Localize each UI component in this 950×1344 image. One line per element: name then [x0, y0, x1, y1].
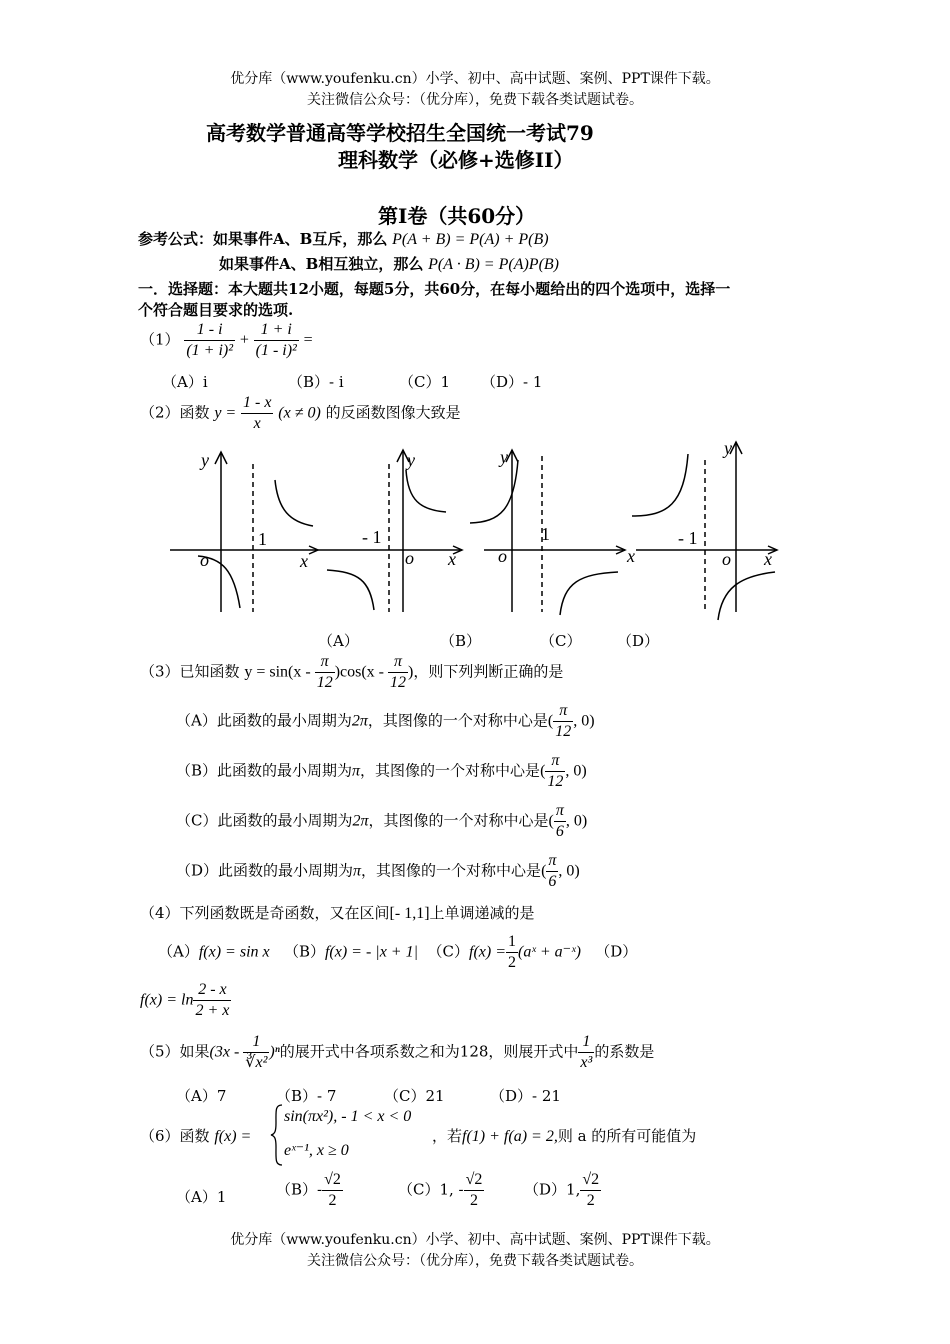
q5-expr-num: 1	[243, 1032, 269, 1053]
q2-condition: (x ≠ 0)	[278, 404, 321, 422]
q2-option-b: （B）	[440, 632, 482, 650]
q3-option-a	[176, 701, 595, 742]
graph-c-y-label: y	[500, 447, 508, 467]
q5-option-d: （D）- 21	[490, 1087, 561, 1105]
q3-d-period: π	[353, 862, 362, 880]
q3-a-period: 2π	[351, 712, 368, 730]
q1-f1-num: 1 - i	[184, 320, 235, 341]
q6-c-den: 2	[470, 1192, 479, 1209]
q3-c-prefix: （C）此函数的最小周期为	[176, 811, 353, 830]
q3-a-open: (	[547, 712, 554, 730]
q1-f1-den: (1 + i)²	[186, 342, 234, 359]
q6-c-frac	[464, 1170, 485, 1211]
question-3	[140, 652, 563, 693]
graph-b-x-label: x	[448, 549, 456, 569]
q4-options-row	[158, 932, 637, 973]
q5-expr-pre: (3x -	[209, 1043, 244, 1061]
q1-fraction-2	[254, 320, 299, 361]
q5-tail: 的系数是	[594, 1042, 655, 1061]
q1-plus: +	[239, 331, 249, 349]
q5-expr-frac	[243, 1032, 269, 1073]
graph-a-x-label: x	[300, 551, 308, 571]
q4-c-post: (aˣ + a⁻ˣ)	[518, 943, 581, 961]
q2-option-c: （C）	[540, 632, 582, 650]
q4-interval: [- 1,1]	[389, 905, 430, 922]
formula-label-1: 参考公式：如果事件A、B互斥，那么	[138, 230, 388, 248]
q6-fx: f(x) =	[214, 1128, 252, 1145]
q3-frac-2-num: π	[388, 652, 408, 673]
q3-b-open: (	[540, 762, 546, 780]
q6-b-den: 2	[328, 1192, 337, 1209]
q3-a-prefix: （A）此函数的最小周期为	[176, 711, 352, 730]
q3-option-d	[176, 851, 580, 892]
q1-f2-num: 1 + i	[254, 320, 299, 341]
q5-term	[578, 1032, 594, 1073]
q2-f-num: 1 - x	[241, 393, 273, 414]
q3-d-mid: ，其图像的一个对称中心是	[361, 861, 542, 880]
q4-d-den: 2 + x	[195, 1002, 230, 1019]
q4-option-d-expr	[140, 980, 231, 1021]
q2-tail: 的反函数图像大致是	[325, 403, 461, 422]
graph-d-o-label: o	[722, 549, 731, 569]
q6-d-frac	[580, 1170, 601, 1211]
q4-b-expr: f(x) = - |x + 1|	[324, 943, 418, 961]
q5-stem: （5）如果	[140, 1042, 210, 1061]
section-line-2: 个符合题目要求的选项.	[138, 301, 294, 319]
formula-2: P(A · B) = P(A)P(B)	[428, 256, 559, 273]
q3-d-open: (	[541, 862, 547, 880]
q2-y: y =	[214, 404, 237, 422]
graph-a-o-label: o	[200, 550, 209, 570]
q3-c-period: 2π	[352, 812, 369, 830]
graph-a-y-label: y	[201, 450, 209, 470]
q5-term-num: 1	[578, 1032, 594, 1053]
q6-case-1: sin(πx²), - 1 < x < 0	[284, 1108, 412, 1125]
q2-fraction	[241, 393, 273, 434]
q3-c-center-den: 6	[555, 823, 564, 840]
q3-b-mid: ，其图像的一个对称中心是	[360, 761, 541, 780]
q2-number: （2）函数	[140, 403, 210, 422]
q3-frac-2	[388, 652, 408, 693]
q3-frac-1-num: π	[315, 652, 335, 673]
q4-a-expr: f(x) = sin x	[198, 943, 270, 961]
q6-tail: 则 a 的所有可能值为	[557, 1127, 697, 1145]
exam-title: 高考数学普通高等学校招生全国统一考试79	[206, 121, 594, 145]
q6-d-den: 2	[586, 1192, 595, 1209]
q6-brace	[270, 1103, 284, 1167]
q2-option-a: （A）	[318, 632, 359, 650]
q3-frac-1-den: 12	[316, 674, 333, 691]
graph-d	[632, 442, 777, 620]
q1-equals: =	[303, 331, 313, 349]
question-1	[140, 320, 313, 361]
formula-row-1	[138, 228, 549, 249]
q2-f-den: x	[253, 415, 261, 432]
q6-option-b	[276, 1170, 343, 1211]
q1-number: （1）	[140, 330, 180, 349]
formula-row-2	[219, 253, 559, 274]
q4-c-pre: f(x) =	[469, 943, 507, 961]
q4-a-label: （A）	[158, 942, 199, 961]
graph-c-x-label: x	[627, 546, 635, 566]
q4-b-label: （B）	[283, 942, 325, 961]
q3-b-center	[545, 751, 565, 792]
q6-condition-row	[432, 1125, 696, 1146]
q6-stem-text: （6）函数	[140, 1127, 210, 1145]
q3-d-center	[546, 851, 558, 892]
graph-d-neg-one-label: - 1	[678, 528, 698, 548]
q1-option-c: （C）1	[399, 373, 451, 391]
q3-close: )	[408, 663, 414, 681]
q3-b-tail: , 0)	[565, 762, 587, 780]
q4-d-num: 2 - x	[193, 980, 231, 1001]
graph-b-y-label: y	[407, 450, 415, 470]
part-title: 第Ⅰ卷（共60分）	[378, 204, 536, 228]
q3-stem-a: （3）已知函数	[140, 662, 240, 681]
q3-a-center	[553, 701, 573, 742]
formula-label-2: 如果事件A、B相互独立，那么	[219, 255, 424, 273]
header-line-2: 关注微信公众号：（优分库），免费下载各类试题试卷。	[307, 92, 643, 108]
q4-stem: （4）下列函数既是奇函数，又在区间	[140, 904, 390, 922]
q3-mid: )cos(x -	[334, 663, 388, 681]
footer-line-2: 关注微信公众号：（优分库），免费下载各类试题试卷。	[307, 1253, 643, 1269]
q4-c-frac-den: 2	[508, 954, 517, 971]
q4-d-pre: f(x) = ln	[140, 991, 194, 1009]
q6-condition: f(1) + f(a) = 2,	[462, 1128, 558, 1145]
q3-d-center-num: π	[546, 851, 558, 872]
q3-stem-b: ，则下列判断正确的是	[413, 662, 564, 681]
q6-b-frac	[322, 1170, 343, 1211]
q4-d-frac	[193, 980, 231, 1021]
header-line-1: 优分库（www.youfenku.cn）小学、初中、高中试题、案例、PPT课件下载。	[230, 71, 720, 87]
graph-b-o-label: o	[405, 548, 414, 568]
q1-fraction-1	[184, 320, 235, 361]
question-2	[140, 393, 461, 434]
q6-option-d	[524, 1170, 601, 1211]
q3-eq: y = sin(x -	[244, 663, 315, 681]
q4-d-label: （D）	[595, 942, 638, 961]
q3-frac-2-den: 12	[390, 674, 406, 691]
q3-d-tail: , 0)	[558, 862, 580, 880]
graph-c-o-label: o	[498, 546, 507, 566]
q3-b-center-num: π	[545, 751, 565, 772]
q6-b-pre: （B）-	[276, 1180, 323, 1199]
q5-term-den: x³	[580, 1054, 593, 1071]
q5-expr-den: ∛x²	[245, 1054, 268, 1071]
question-4	[140, 902, 535, 923]
q4-stem-tail: 上单调递减的是	[429, 904, 535, 922]
q3-b-period: π	[352, 762, 361, 780]
section-line-1: 一．选择题：本大题共12小题，每题5分，共60分，在每小题给出的四个选项中，选择一	[138, 280, 731, 298]
q6-c-pre: （C）1, -	[398, 1180, 464, 1199]
q1-f2-den: (1 - i)²	[255, 342, 297, 359]
q6-d-num: √2	[580, 1170, 601, 1191]
q3-a-center-den: 12	[555, 723, 572, 740]
q6-mid: ，若	[432, 1127, 463, 1145]
exam-subtitle: 理科数学（必修+选修II）	[338, 148, 574, 172]
q3-c-tail: , 0)	[565, 812, 588, 830]
question-5	[140, 1032, 654, 1073]
q3-option-b	[176, 751, 587, 792]
q3-c-mid: ，其图像的一个对称中心是	[368, 811, 549, 830]
q6-b-num: √2	[322, 1170, 343, 1191]
q6-option-c	[398, 1170, 484, 1211]
formula-1: P(A + B) = P(A) + P(B)	[392, 231, 549, 248]
q3-a-mid: ，其图像的一个对称中心是	[367, 711, 548, 730]
q6-c-num: √2	[464, 1170, 485, 1191]
graph-b	[318, 450, 462, 612]
footer-line-1: 优分库（www.youfenku.cn）小学、初中、高中试题、案例、PPT课件下载。	[230, 1232, 720, 1248]
q4-c-frac-num: 1	[506, 932, 518, 953]
graph-c-one-label: 1	[541, 524, 550, 544]
q6-d-pre: （D）1,	[524, 1180, 581, 1199]
q3-c-center-num: π	[554, 801, 566, 822]
q6-option-a: （A）1	[176, 1188, 227, 1206]
graph-a	[170, 452, 318, 612]
q5-option-c: （C）21	[384, 1087, 445, 1105]
q6-case-2: eˣ⁻¹, x ≥ 0	[284, 1142, 349, 1159]
q3-c-open: (	[548, 812, 554, 830]
graph-b-neg-one-label: - 1	[362, 527, 382, 547]
q3-option-c	[176, 801, 587, 842]
q5-option-b: （B）- 7	[276, 1087, 337, 1105]
q3-b-prefix: （B）此函数的最小周期为	[176, 761, 353, 780]
graph-a-one-label: 1	[258, 529, 267, 549]
q4-c-label: （C）	[427, 942, 470, 961]
q5-mid: 的展开式中各项系数之和为128，则展开式中	[279, 1042, 579, 1061]
q4-c-frac	[506, 932, 518, 973]
q3-b-center-den: 12	[547, 773, 564, 790]
q5-expr-post: )ⁿ	[269, 1043, 280, 1061]
q3-d-prefix: （D）此函数的最小周期为	[176, 861, 354, 880]
q1-option-a: （A）i	[162, 373, 208, 391]
q3-frac-1	[315, 652, 335, 693]
q3-d-center-den: 6	[548, 873, 557, 890]
q2-option-d: （D）	[617, 632, 660, 650]
q3-a-tail: , 0)	[573, 712, 595, 730]
graph-d-x-label: x	[764, 549, 772, 569]
q2-graphs	[0, 430, 950, 630]
q5-option-a: （A）7	[176, 1087, 227, 1105]
q1-option-d: （D）- 1	[481, 373, 543, 391]
graph-d-y-label: y	[724, 438, 732, 458]
q3-a-center-num: π	[553, 701, 573, 722]
q6-stem	[140, 1125, 251, 1146]
q3-c-center	[554, 801, 566, 842]
q1-option-b: （B）- i	[288, 373, 344, 391]
